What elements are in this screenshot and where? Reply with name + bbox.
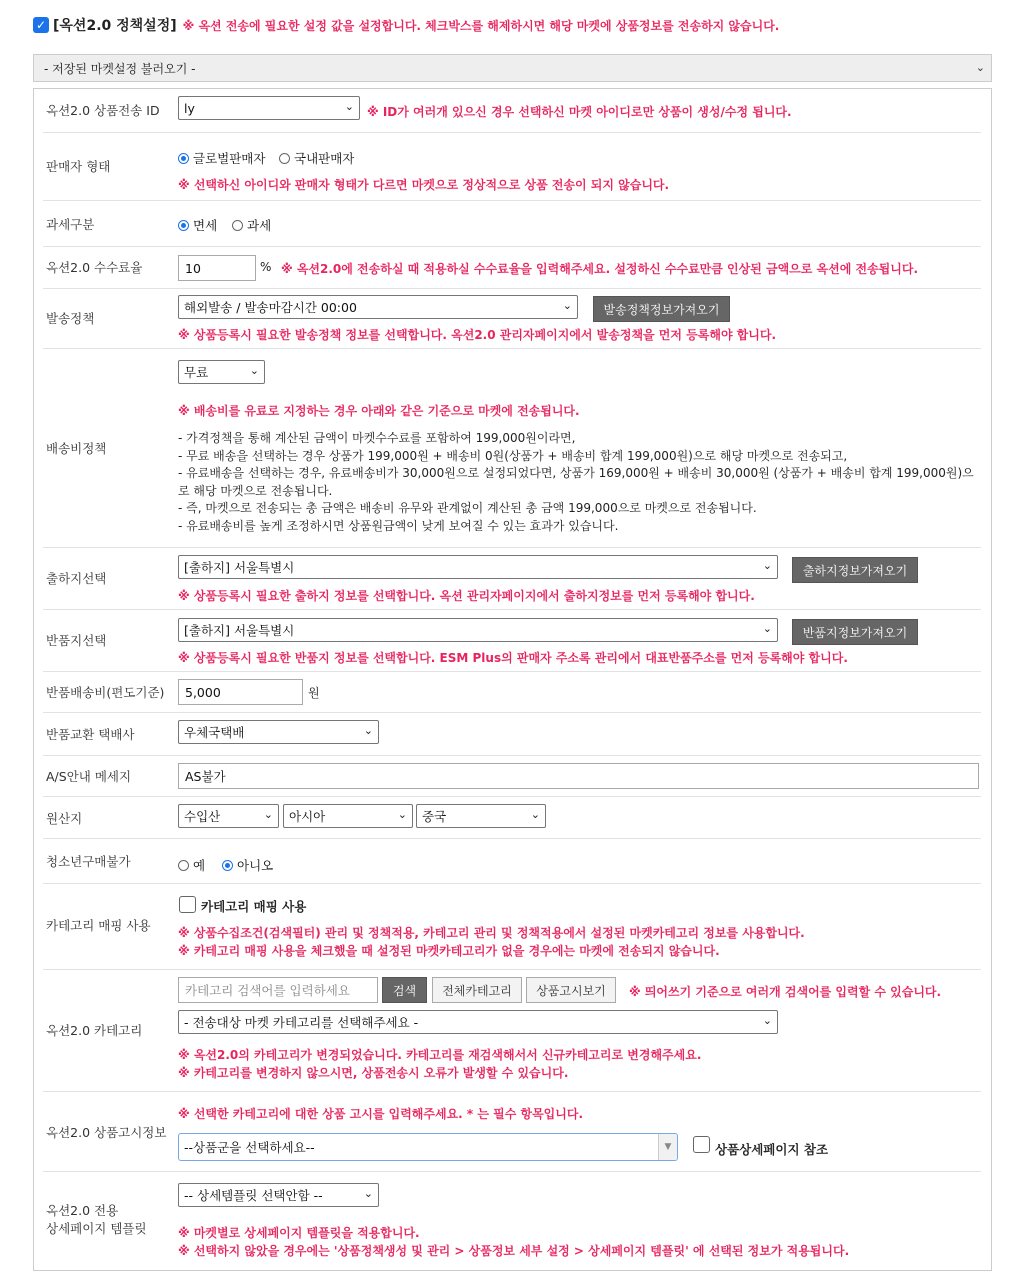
shipping-fee-line: - 무료 배송을 선택하는 경우 상품가 199,000원 + 배송비 0원(상품가 + 배송비 합계 199,000원)으로 해당 마켓으로 전송되고, <box>178 448 848 463</box>
as-message-label: A/S안내 메세지 <box>46 769 132 784</box>
row-fee <box>43 247 981 289</box>
origin-type-select[interactable] <box>178 804 279 828</box>
row-product-notice <box>43 1092 981 1172</box>
shipping-fee-select[interactable] <box>178 360 265 384</box>
origin-region-value: 아시아 <box>289 809 326 824</box>
return-fee-unit: 원 <box>308 686 320 700</box>
template-value: -- 상세템플릿 선택안함 -- <box>184 1188 323 1203</box>
as-message-input[interactable] <box>178 763 979 789</box>
category-search-placeholder: 카테고리 검색어를 입력하세요 <box>185 983 350 998</box>
chevron-down-icon: ⌄ <box>363 1187 373 1200</box>
all-category-button[interactable]: 전체카테고리 <box>432 977 522 1003</box>
seller-id-label: 옥션2.0 상품전송 ID <box>46 103 160 118</box>
seller-id-value: ly <box>184 100 195 116</box>
shipping-fee-label: 배송비정책 <box>46 441 107 456</box>
chevron-down-icon: ⌄ <box>975 61 985 74</box>
chevron-down-icon: ⌄ <box>249 364 259 377</box>
courier-value: 우체국택배 <box>184 725 245 740</box>
radio-adult-no[interactable] <box>222 856 273 874</box>
radio-icon <box>279 153 290 164</box>
return-place-label: 반품지선택 <box>46 633 107 648</box>
chevron-down-icon: ⌄ <box>363 724 373 737</box>
fee-note: ※ 옥션2.0에 전송하실 때 적용하실 수수료율을 입력해주세요. 설정하신 수수료만큼 인상된 금액으로 옥션에 전송됩니다. <box>281 262 919 276</box>
enable-checkbox[interactable]: ✓ <box>33 17 49 33</box>
section-title: [옥션2.0 정책설정] <box>53 18 177 34</box>
fetch-origin-place-button[interactable]: 출하지정보가져오기 <box>792 557 918 583</box>
category-search-input[interactable] <box>178 977 378 1003</box>
radio-icon <box>222 860 233 871</box>
origin-region-select[interactable] <box>283 804 413 828</box>
fetch-shipping-policy-button[interactable]: 발송정책정보가져오기 <box>593 296 730 322</box>
shipping-fee-note: ※ 배송비를 유료로 지정하는 경우 아래와 같은 기준으로 마켓에 전송됩니다. <box>178 404 580 418</box>
origin-country-value: 중국 <box>422 809 447 824</box>
product-group-value: --상품군을 선택하세요-- <box>184 1140 315 1155</box>
category-mapping-checkbox[interactable] <box>179 896 196 913</box>
fee-label: 옥션2.0 수수료율 <box>46 260 143 275</box>
section-note: ※ 옥션 전송에 필요한 설정 값을 설정합니다. 체크박스를 해제하시면 해당 마켓에 상품정보를 전송하지 않습니다. <box>182 18 780 33</box>
row-courier <box>43 713 981 756</box>
chevron-down-icon: ⌄ <box>263 808 273 821</box>
origin-place-select[interactable] <box>178 555 778 579</box>
chevron-down-icon: ⌄ <box>530 808 540 821</box>
row-return-place <box>43 610 981 672</box>
radio-taxable[interactable] <box>232 216 271 234</box>
row-seller-type <box>43 133 981 201</box>
origin-place-label: 출하지선택 <box>46 571 107 586</box>
origin-place-note: ※ 상품등록시 필요한 출하지 정보를 선택합니다. 옥션 관리자페이지에서 출하지정보를 먼저 등록해야 합니다. <box>178 589 755 603</box>
shipping-policy-note: ※ 상품등록시 필요한 발송정책 정보를 선택합니다. 옥션2.0 관리자페이지에서 발송정책을 먼저 등록해야 합니다. <box>178 328 777 342</box>
radio-adult-yes[interactable] <box>178 856 205 874</box>
row-category <box>43 970 981 1092</box>
return-fee-value: 5,000 <box>185 684 221 700</box>
courier-label: 반품교환 택배사 <box>46 727 135 742</box>
chevron-down-icon: ⌄ <box>562 299 572 312</box>
seller-id-note: ※ ID가 여러개 있으신 경우 선택하신 마켓 아이디로만 상품이 생성/수정 됩니다. <box>367 105 792 119</box>
row-tax <box>43 201 981 247</box>
category-value: - 전송대상 마켓 카테고리를 선택해주세요 - <box>184 1015 419 1030</box>
radio-domestic-seller[interactable] <box>279 149 354 167</box>
category-search-button[interactable]: 검색 <box>382 977 427 1003</box>
fetch-return-place-button[interactable]: 반품지정보가져오기 <box>792 619 918 645</box>
fee-unit: % <box>260 260 272 274</box>
row-shipping-fee <box>43 349 981 548</box>
fee-value: 10 <box>185 260 201 276</box>
template-label-line2: 상세페이지 템플릿 <box>46 1221 147 1236</box>
radio-taxable-label: 과세 <box>247 218 272 233</box>
return-fee-input[interactable] <box>178 679 303 705</box>
chevron-down-icon: ⌄ <box>762 1014 772 1027</box>
product-notice-view-button[interactable]: 상품고시보기 <box>526 977 616 1003</box>
origin-place-value: [출하지] 서울특별시 <box>184 560 295 575</box>
origin-country-select[interactable] <box>416 804 546 828</box>
category-note: ※ 옥션2.0의 카테고리가 변경되었습니다. 카테고리를 재검색해서서 신규카테고리로 변경해주세요. <box>178 1048 702 1062</box>
shipping-fee-line: - 즉, 마켓으로 전송되는 총 금액은 배송비 유무와 관계없이 계산된 총 금액 199,000으로 마켓으로 전송됩니다. <box>178 501 757 515</box>
template-note: ※ 마켓별로 상세페이지 템플릿을 적용합니다. <box>178 1226 420 1240</box>
product-notice-label: 옥션2.0 상품고시정보 <box>46 1125 167 1140</box>
shipping-fee-line: - 가격정책을 통해 계산된 금액이 마켓수수료를 포함하여 199,000원이라면, <box>178 431 576 445</box>
category-mapping-checkbox-label: 카테고리 매핑 사용 <box>201 899 307 914</box>
radio-icon <box>178 153 189 164</box>
category-note: ※ 카테고리를 변경하지 않으시면, 상품전송시 오류가 발생할 수 있습니다. <box>178 1066 569 1080</box>
chevron-down-icon: ⌄ <box>762 559 772 572</box>
tax-label: 과세구분 <box>46 217 95 232</box>
chevron-down-icon: ⌄ <box>762 622 772 635</box>
template-label-line1: 옥션2.0 전용 <box>46 1203 119 1218</box>
radio-adult-no-label: 아니오 <box>237 858 274 873</box>
shipping-fee-explanation <box>178 430 978 535</box>
adult-label: 청소년구매불가 <box>46 854 131 869</box>
detail-page-reference-checkbox[interactable] <box>693 1136 710 1153</box>
radio-adult-yes-label: 예 <box>193 858 206 873</box>
row-adult <box>43 839 981 884</box>
row-return-fee <box>43 672 981 713</box>
radio-icon <box>232 220 243 231</box>
return-place-select[interactable] <box>178 618 778 642</box>
fee-input[interactable] <box>178 255 256 281</box>
origin-label: 원산지 <box>46 811 83 826</box>
return-place-value: [출하지] 서울특별시 <box>184 623 295 638</box>
shipping-policy-label: 발송정책 <box>46 311 95 326</box>
row-category-mapping <box>43 884 981 970</box>
product-notice-note: ※ 선택한 카테고리에 대한 상품 고시를 입력해주세요. * 는 필수 항목입니다. <box>178 1107 584 1121</box>
radio-domestic-seller-label: 국내판매자 <box>294 151 355 166</box>
courier-select[interactable] <box>178 720 379 744</box>
origin-type-value: 수입산 <box>184 809 221 824</box>
category-mapping-note: ※ 카테고리 매핑 사용을 체크했을 때 설정된 마켓카테고리가 없을 경우에는 마켓에 전송되지 않습니다. <box>178 944 720 958</box>
radio-global-seller-label: 글로벌판매자 <box>193 151 266 166</box>
shipping-policy-value: 해외발송 / 발송마감시간 00:00 <box>184 300 357 315</box>
seller-type-note: ※ 선택하신 아이디와 판매자 형태가 다르면 마켓으로 정상적으로 상품 전송이 되지 않습니다. <box>178 178 670 192</box>
load-select-value: - 저장된 마켓설정 불러오기 - <box>44 61 196 76</box>
detail-page-reference-label: 상품상세페이지 참조 <box>715 1142 829 1157</box>
row-as-message <box>43 756 981 797</box>
row-origin-place <box>43 548 981 610</box>
category-mapping-label: 카테고리 매핑 사용 <box>46 918 151 933</box>
radio-icon <box>178 860 189 871</box>
shipping-fee-value: 무료 <box>184 365 209 380</box>
seller-type-label: 판매자 형태 <box>46 159 111 174</box>
template-note: ※ 선택하지 않았을 경우에는 '상품정책생성 및 관리 > 상품정보 세부 설정 > 상세페이지 템플릿' 에 선택된 정보가 적용됩니다. <box>178 1244 850 1258</box>
load-market-settings-select[interactable] <box>33 54 992 82</box>
shipping-fee-line: - 유료배송비를 높게 조정하시면 상품원금액이 낮게 보여질 수 있는 효과가 있습니다. <box>178 518 619 533</box>
chevron-down-icon: ▼ <box>658 1134 677 1160</box>
radio-tax-free-label: 면세 <box>193 218 218 233</box>
row-origin <box>43 797 981 839</box>
product-group-select[interactable] <box>178 1133 678 1161</box>
seller-id-select[interactable] <box>178 96 360 120</box>
chevron-down-icon: ⌄ <box>344 100 354 113</box>
shipping-policy-select[interactable] <box>178 295 578 319</box>
radio-global-seller[interactable] <box>178 149 265 167</box>
row-template <box>43 1172 981 1266</box>
category-label: 옥션2.0 카테고리 <box>46 1023 143 1038</box>
category-select[interactable] <box>178 1010 778 1034</box>
row-shipping-policy <box>43 289 981 349</box>
chevron-down-icon: ⌄ <box>397 808 407 821</box>
shipping-fee-line: - 유료배송을 선택하는 경우, 유료배송비가 30,000원으로 설정되었다면, 상품가 169,000원 + 배송비 30,000원 (상품가 + 배송비 합계 199,000원)으로 해당 마켓으로 전송됩니다. <box>178 466 974 498</box>
section-header <box>33 13 779 37</box>
radio-icon <box>178 220 189 231</box>
category-search-note: ※ 띄어쓰기 기준으로 여러개 검색어를 입력할 수 있습니다. <box>629 985 942 999</box>
as-message-value: AS불가 <box>185 769 226 784</box>
category-mapping-note: ※ 상품수집조건(검색필터) 관리 및 정책적용, 카테고리 관리 및 정책적용에서 설정된 마켓카테고리 정보를 사용합니다. <box>178 926 805 940</box>
return-place-note: ※ 상품등록시 필요한 반품지 정보를 선택합니다. ESM Plus의 판매자 주소록 관리에서 대표반품주소를 먼저 등록해야 합니다. <box>178 651 848 665</box>
row-seller-id <box>43 89 981 133</box>
radio-tax-free[interactable] <box>178 216 217 234</box>
template-select[interactable] <box>178 1183 379 1207</box>
return-fee-label: 반품배송비(편도기준) <box>46 685 165 700</box>
